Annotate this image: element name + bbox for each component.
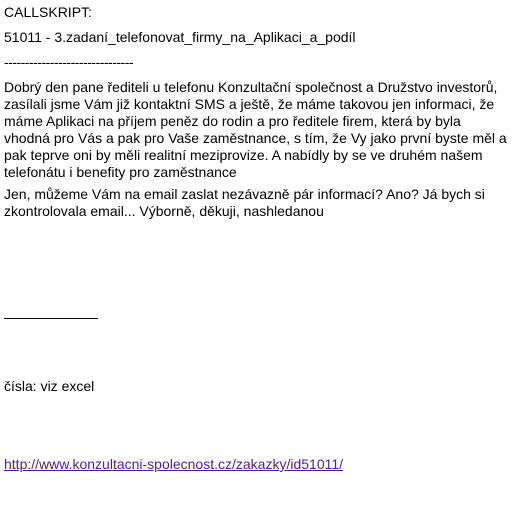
document-subject: 51011 - 3.zadaní_telefonovat_firmy_na_Aplikaci_a_podíl xyxy=(4,29,356,45)
script-paragraph-intro: Dobrý den pane řediteli u telefonu Konzultační společnost a Družstvo investorů, zasílali jsme Vám již kontaktní SMS a ještě, že máme takovou jen informaci, že máme Aplikaci na příjem peněz do rodin a pro ředitele firem, která by byla vhodná pro Vás a pak pro Vaše zaměstnance, s tím, že Vy jako první byste měl a pak teprve oni by měli realitní meziprovize. A nabídly by se ve druhém našem telefonátu i benefity pro zaměstnance xyxy=(4,79,507,180)
separator-line: ------------------------------- xyxy=(4,54,134,70)
document-heading: CALLSKRIPT: xyxy=(4,4,92,20)
horizontal-rule xyxy=(4,318,98,319)
script-paragraph-closing: Jen, můžeme Vám na email zaslat nezávazně pár informací? Ano? Já bych si zkontrolovala email... Výborně, děkuji, nashledanou xyxy=(4,186,485,219)
order-link[interactable]: http://www.konzultacni-spolecnost.cz/zakazky/id51011/ xyxy=(4,456,344,472)
numbers-note: čísla: viz excel xyxy=(4,378,95,394)
